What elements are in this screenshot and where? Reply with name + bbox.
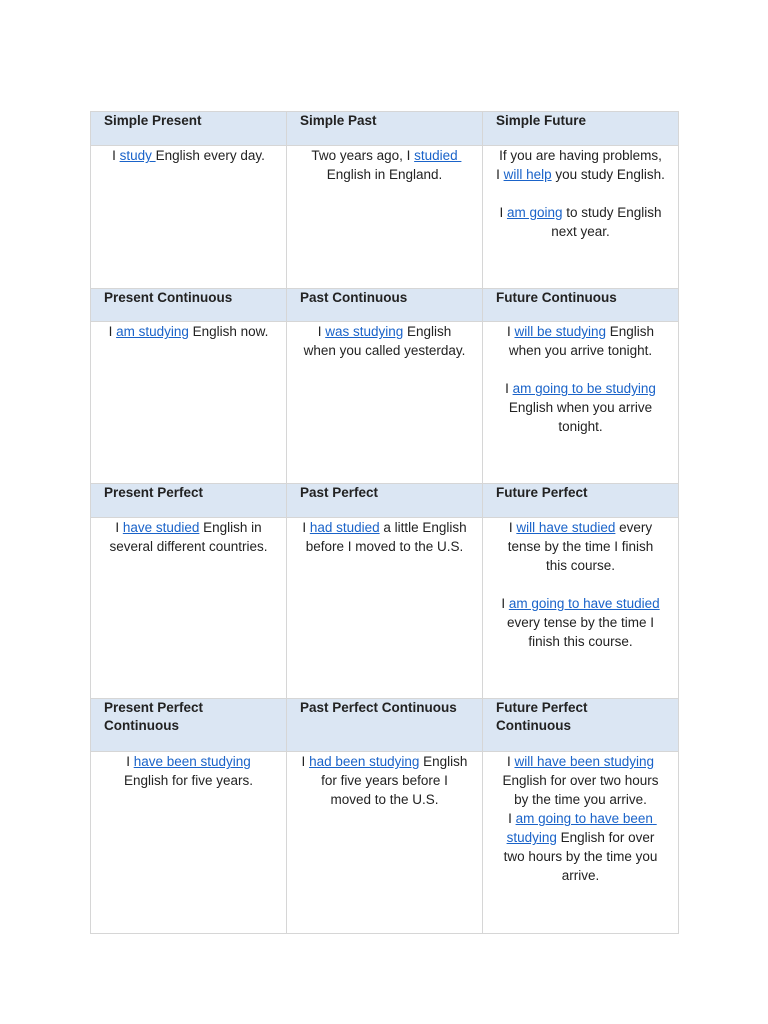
sentence-text: I [506, 324, 515, 339]
example-sentence [104, 518, 273, 556]
tense-header-row [91, 699, 679, 752]
tense-header-simple-future: Simple Future [483, 112, 679, 146]
sentence-text: I [506, 754, 515, 769]
sentence-text: I [499, 205, 507, 220]
tense-header-row [91, 289, 679, 322]
sentence-text: to study English next year. [551, 205, 666, 239]
tense-header-row [91, 484, 679, 518]
sentence-text: I [302, 520, 310, 535]
sentence-text: I [505, 381, 513, 396]
example-cell-past-perfect-continuous [287, 752, 483, 934]
example-sentence [496, 322, 665, 360]
tense-header-past-perfect-continuous: Past Perfect Continuous [287, 699, 483, 752]
example-cell-present-perfect [91, 518, 287, 699]
verb-link[interactable]: am going to have been studying [506, 811, 657, 845]
tense-header-future-perfect: Future Perfect [483, 484, 679, 518]
sentence-text: English when you called yesterday. [303, 324, 466, 358]
sentence-text: English every day. [155, 148, 265, 163]
example-cell-present-continuous [91, 322, 287, 484]
example-cell-simple-past [287, 146, 483, 289]
sentence-text: I [115, 520, 123, 535]
tense-header-simple-present: Simple Present [91, 112, 287, 146]
tense-header-row [91, 112, 679, 146]
sentence-text: If you are having problems, I [496, 148, 666, 182]
example-cell-simple-present [91, 146, 287, 289]
tense-header-future-continuous: Future Continuous [483, 289, 679, 322]
example-cell-future-perfect-continuous [483, 752, 679, 934]
verb-link[interactable]: will have studied [516, 520, 616, 535]
tense-header-future-perfect-continuous: Future Perfect Continuous [483, 699, 679, 752]
sentence-text: English for over two hours by the time you arrive. [503, 830, 662, 883]
example-sentence [300, 146, 469, 184]
verb-link[interactable]: study [119, 148, 156, 163]
tense-header-past-perfect: Past Perfect [287, 484, 483, 518]
sentence-text: English for five years. [123, 754, 255, 788]
sentence-text: I [126, 754, 134, 769]
tense-header-present-perfect: Present Perfect [91, 484, 287, 518]
tenses-table-body [91, 112, 679, 934]
example-sentence [496, 146, 665, 184]
example-sentence [496, 809, 665, 885]
example-cell-future-perfect [483, 518, 679, 699]
verb-tenses-table [90, 111, 679, 934]
sentence-text: English in England. [326, 167, 443, 182]
tense-example-row [91, 752, 679, 934]
sentence-text: I [508, 520, 517, 535]
example-cell-simple-future [483, 146, 679, 289]
verb-link[interactable]: had been studying [309, 754, 420, 769]
tense-header-present-perfect-continuous: Present Perfect Continuous [91, 699, 287, 752]
tense-example-row [91, 146, 679, 289]
example-sentence [496, 518, 665, 575]
verb-link[interactable]: am going to have studied [508, 596, 660, 611]
example-sentence [300, 752, 472, 809]
example-sentence [496, 379, 665, 436]
sentence-text: I [108, 324, 117, 339]
sentence-text: English for five years before I moved to the U.S. [321, 754, 472, 807]
tense-header-simple-past: Simple Past [287, 112, 483, 146]
sentence-text: I [501, 596, 509, 611]
example-sentence [104, 146, 273, 165]
tense-example-row [91, 322, 679, 484]
example-cell-future-continuous [483, 322, 679, 484]
example-sentence [496, 752, 665, 809]
verb-link[interactable]: am going [506, 205, 563, 220]
tense-header-present-continuous: Present Continuous [91, 289, 287, 322]
sentence-text: I [317, 324, 326, 339]
sentence-text: English now. [188, 324, 269, 339]
tense-example-row [91, 518, 679, 699]
sentence-text: I [508, 811, 516, 826]
example-sentence [300, 322, 469, 360]
sentence-text: a little English before I moved to the U.S. [305, 520, 471, 554]
example-sentence [300, 518, 469, 556]
verb-link[interactable]: had studied [309, 520, 380, 535]
sentence-text: English when you arrive tonight. [508, 324, 658, 358]
sentence-text: English for over two hours by the time you arrive. [502, 754, 663, 807]
sentence-text: every tense by the time I finish this course. [507, 520, 658, 573]
example-cell-present-perfect-continuous [91, 752, 287, 934]
sentence-text: you study English. [551, 167, 665, 182]
tense-header-past-continuous: Past Continuous [287, 289, 483, 322]
verb-link[interactable]: will have been studying [514, 754, 655, 769]
example-cell-past-perfect [287, 518, 483, 699]
example-cell-past-continuous [287, 322, 483, 484]
verb-link[interactable]: am going to be studying [512, 381, 656, 396]
sentence-text: I [301, 754, 310, 769]
example-sentence [104, 752, 273, 790]
verb-link[interactable]: studied [414, 148, 462, 163]
verb-link[interactable]: was studying [325, 324, 404, 339]
example-sentence [496, 203, 665, 241]
sentence-text: English when you arrive tonight. [508, 381, 660, 434]
verb-link[interactable]: will be studying [514, 324, 607, 339]
verb-link[interactable]: am studying [116, 324, 189, 339]
sentence-text: I [112, 148, 120, 163]
example-sentence [496, 594, 665, 651]
example-sentence [104, 322, 273, 341]
verb-link[interactable]: have studied [122, 520, 200, 535]
sentence-text: every tense by the time I finish this course. [506, 596, 664, 649]
verb-link[interactable]: have been studying [133, 754, 251, 769]
sentence-text: English in several different countries. [109, 520, 268, 554]
sentence-text: Two years ago, I [311, 148, 415, 163]
verb-link[interactable]: will help [503, 167, 552, 182]
